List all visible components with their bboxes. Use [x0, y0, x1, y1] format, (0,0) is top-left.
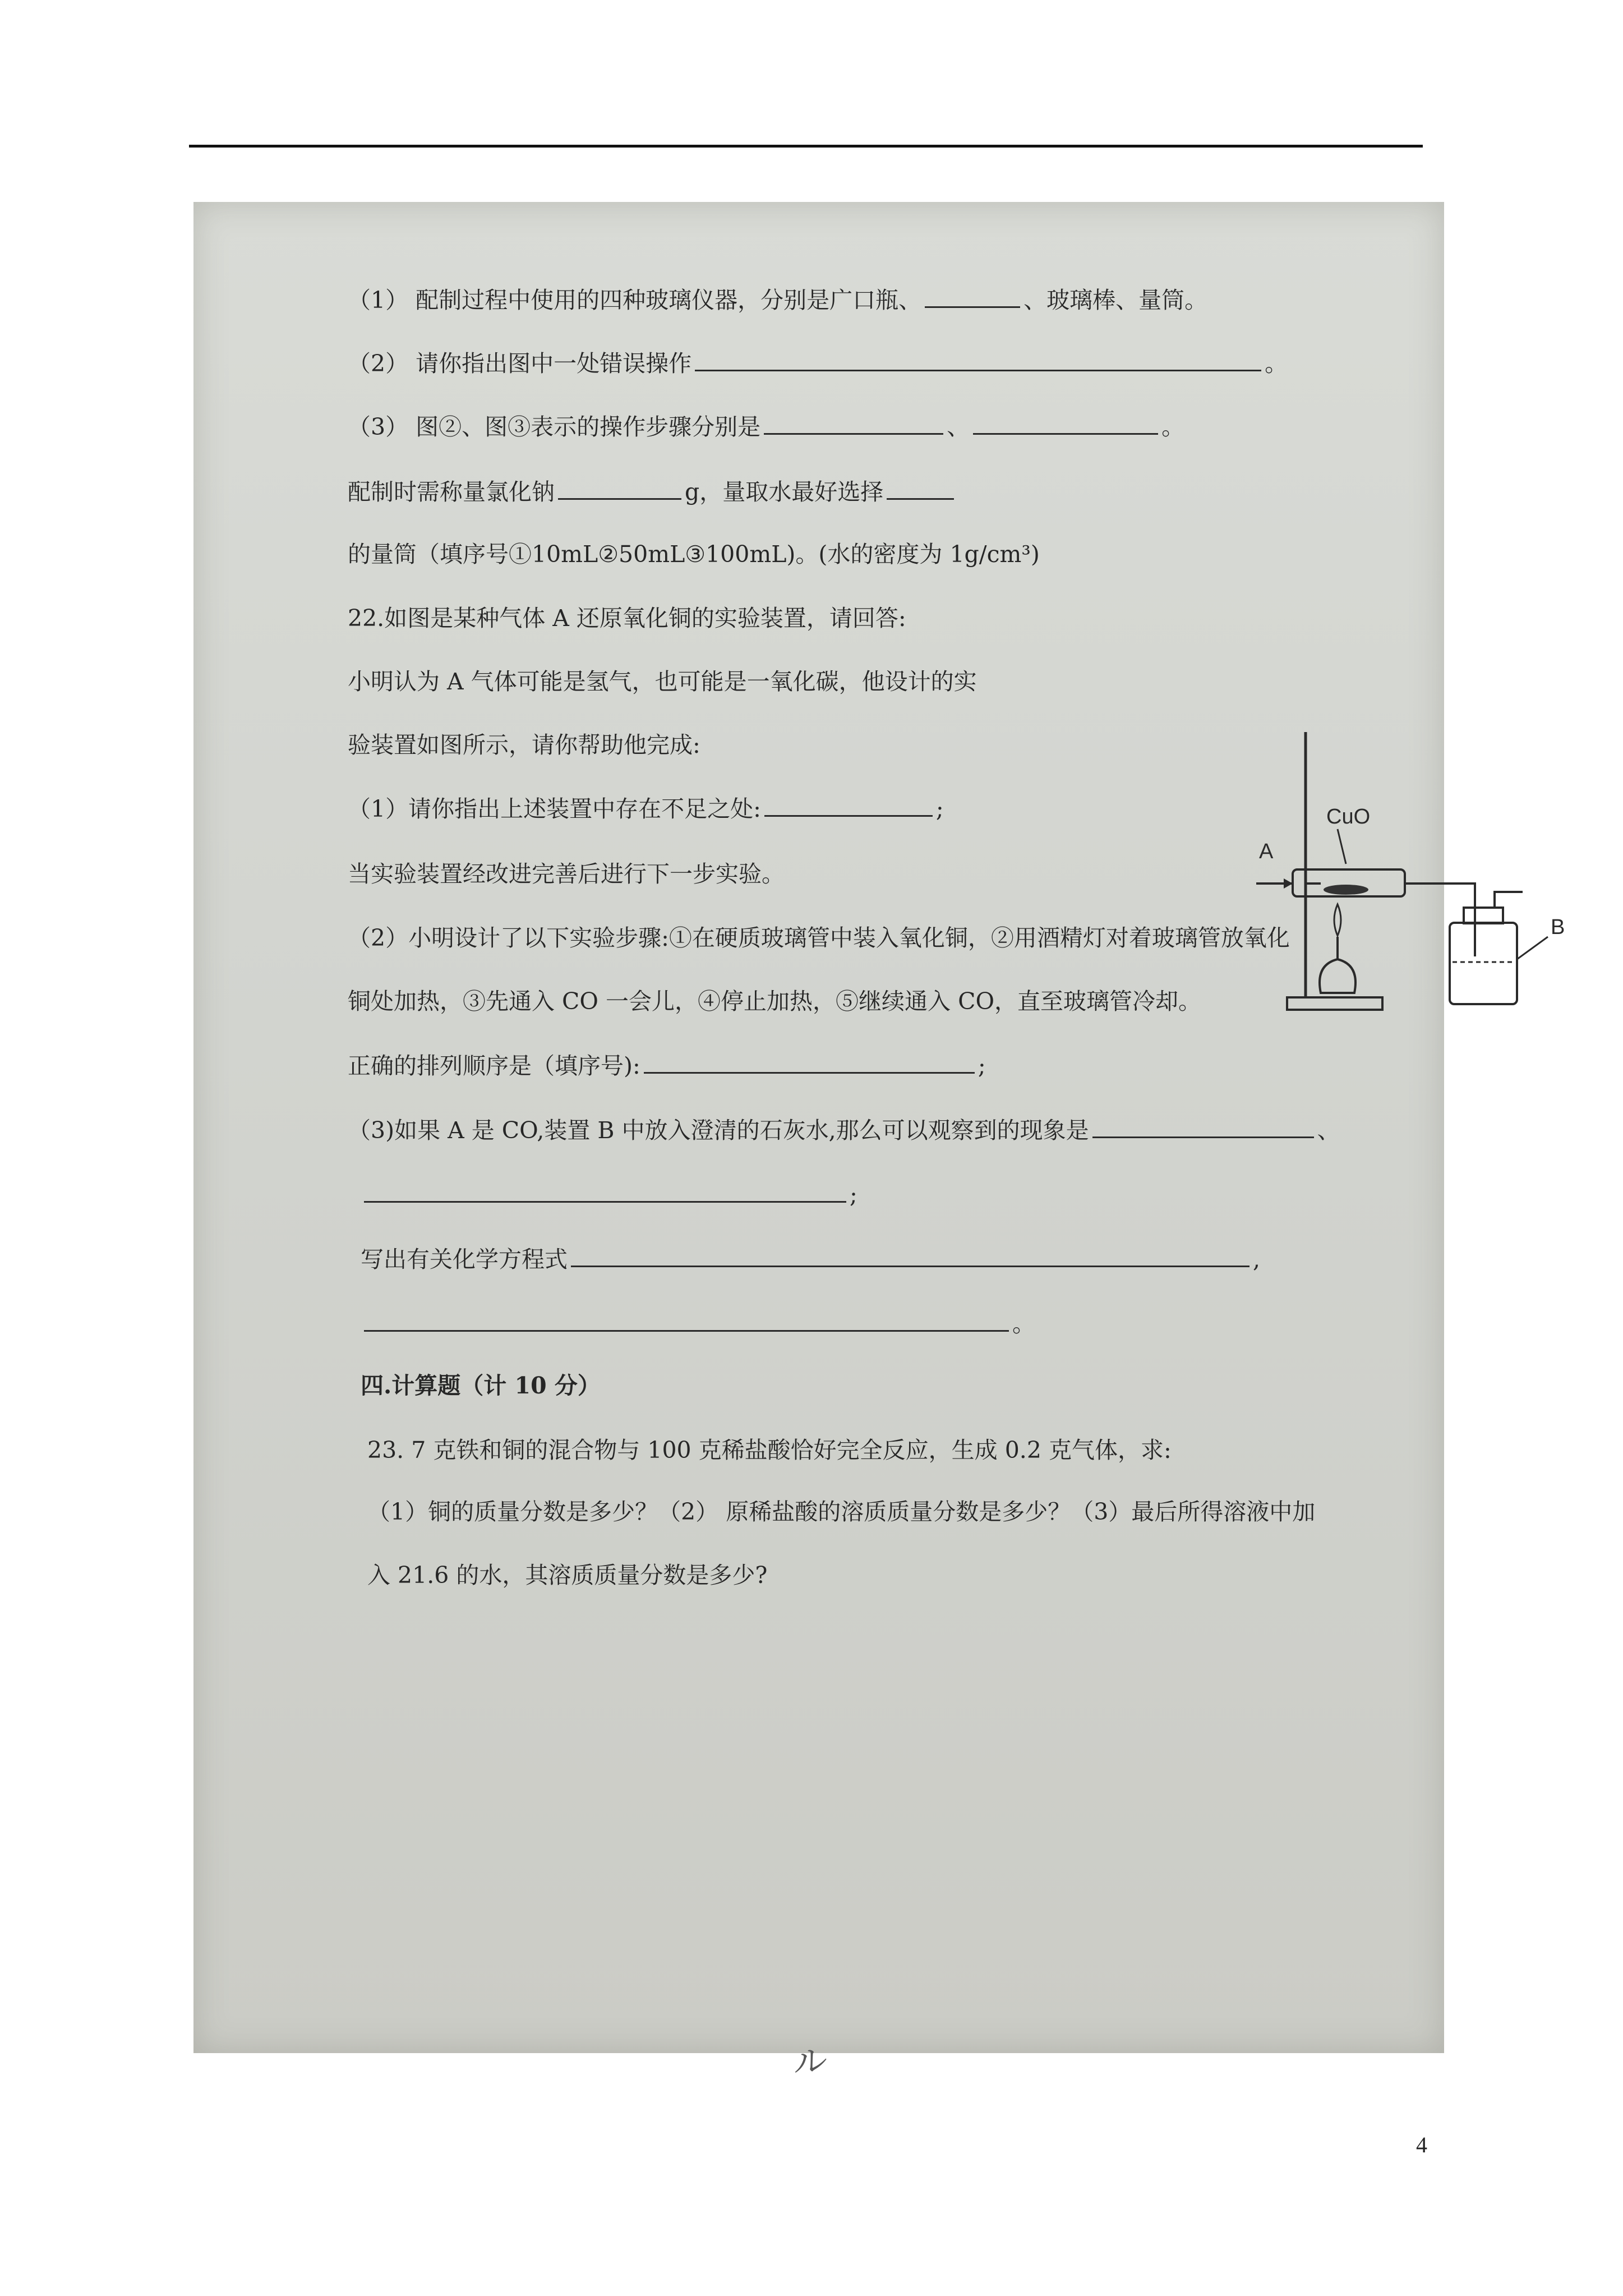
- apparatus-diagram: [1253, 729, 1590, 1038]
- lamp-flame: [1334, 904, 1341, 936]
- q22-title: 22.如图是某种气体 A 还原氧化铜的实验装置，请回答:: [348, 605, 906, 632]
- scanned-exam-photo: [193, 202, 1565, 2082]
- q22-part3: （3)如果 A 是 CO,装置 B 中放入澄清的石灰水,那么可以观察到的现象是 、: [348, 1117, 1340, 1144]
- header-rule: [189, 145, 1423, 148]
- q21-part2: （2） 请你指出图中一处错误操作 。: [348, 350, 1288, 377]
- section4-title: 四.计算题（计 10 分）: [361, 1372, 601, 1399]
- q23-line3: 入 21.6 的水，其溶质质量分数是多少?: [367, 1562, 768, 1589]
- q22-equation: 写出有关化学方程式 ,: [361, 1246, 1261, 1273]
- q21-part4: 配制时需称量氯化钠 g，量取水最好选择: [348, 475, 957, 509]
- q22-part2-line1: （2）小明设计了以下实验步骤:①在硬质玻璃管中装入氧化铜，②用酒精灯对着玻璃管放氧化: [348, 924, 1290, 951]
- q23-line1: 23. 7 克铁和铜的混合物与 100 克稀盐酸恰好完全反应，生成 0.2 克气体，求:: [367, 1437, 1172, 1464]
- bottle-exhaust: [1495, 892, 1523, 908]
- q21-part3: （3） 图②、图③表示的操作步骤分别是 、 。: [348, 413, 1185, 440]
- cuo-pointer: [1338, 829, 1346, 864]
- photo-handwritten-mark: ル: [794, 2042, 827, 2082]
- q21-part1: （1） 配制过程中使用的四种玻璃仪器，分别是广口瓶、 、玻璃棒、量筒。: [348, 287, 1208, 314]
- q23-line2: （1）铜的质量分数是多少？（2） 原稀盐酸的溶质质量分数是多少？（3）最后所得溶液中加: [367, 1498, 1316, 1525]
- gas-inlet-arrowhead: [1284, 878, 1293, 889]
- bottle-b: [1450, 923, 1517, 1004]
- q21-part5: 的量筒（填序号①10mL②50mL③100mL)。(水的密度为 1g/cm³): [348, 541, 1040, 568]
- gas-a-label: A: [1259, 840, 1274, 863]
- q22-intro-1: 小明认为 A 气体可能是氢气，也可能是一氧化碳，他设计的实: [348, 668, 977, 695]
- q22-intro-2: 验装置如图所示，请你帮助他完成:: [348, 731, 700, 758]
- q22-part1: （1）请你指出上述装置中存在不足之处: ;: [348, 795, 944, 822]
- q22-part2-order: 正确的排列顺序是（填序号): ;: [348, 1052, 986, 1079]
- q22-part3-answer: ;: [361, 1178, 857, 1212]
- cuo-powder: [1324, 885, 1368, 895]
- q22-after-part1: 当实验装置经改进完善后进行下一步实验。: [348, 861, 785, 887]
- stand-base: [1287, 997, 1382, 1010]
- page-number: 4: [1416, 2132, 1427, 2157]
- alcohol-lamp: [1320, 959, 1355, 993]
- bottle-b-pointer: [1517, 937, 1548, 959]
- q22-equation-answer: 。: [361, 1307, 1035, 1341]
- q22-part2-line2: 铜处加热，③先通入 CO 一会儿，④停止加热，⑤继续通入 CO，直至玻璃管冷却。: [348, 988, 1202, 1015]
- bottle-b-label: B: [1551, 915, 1565, 939]
- cuo-label: CuO: [1326, 805, 1371, 829]
- bottle-neck: [1464, 908, 1503, 923]
